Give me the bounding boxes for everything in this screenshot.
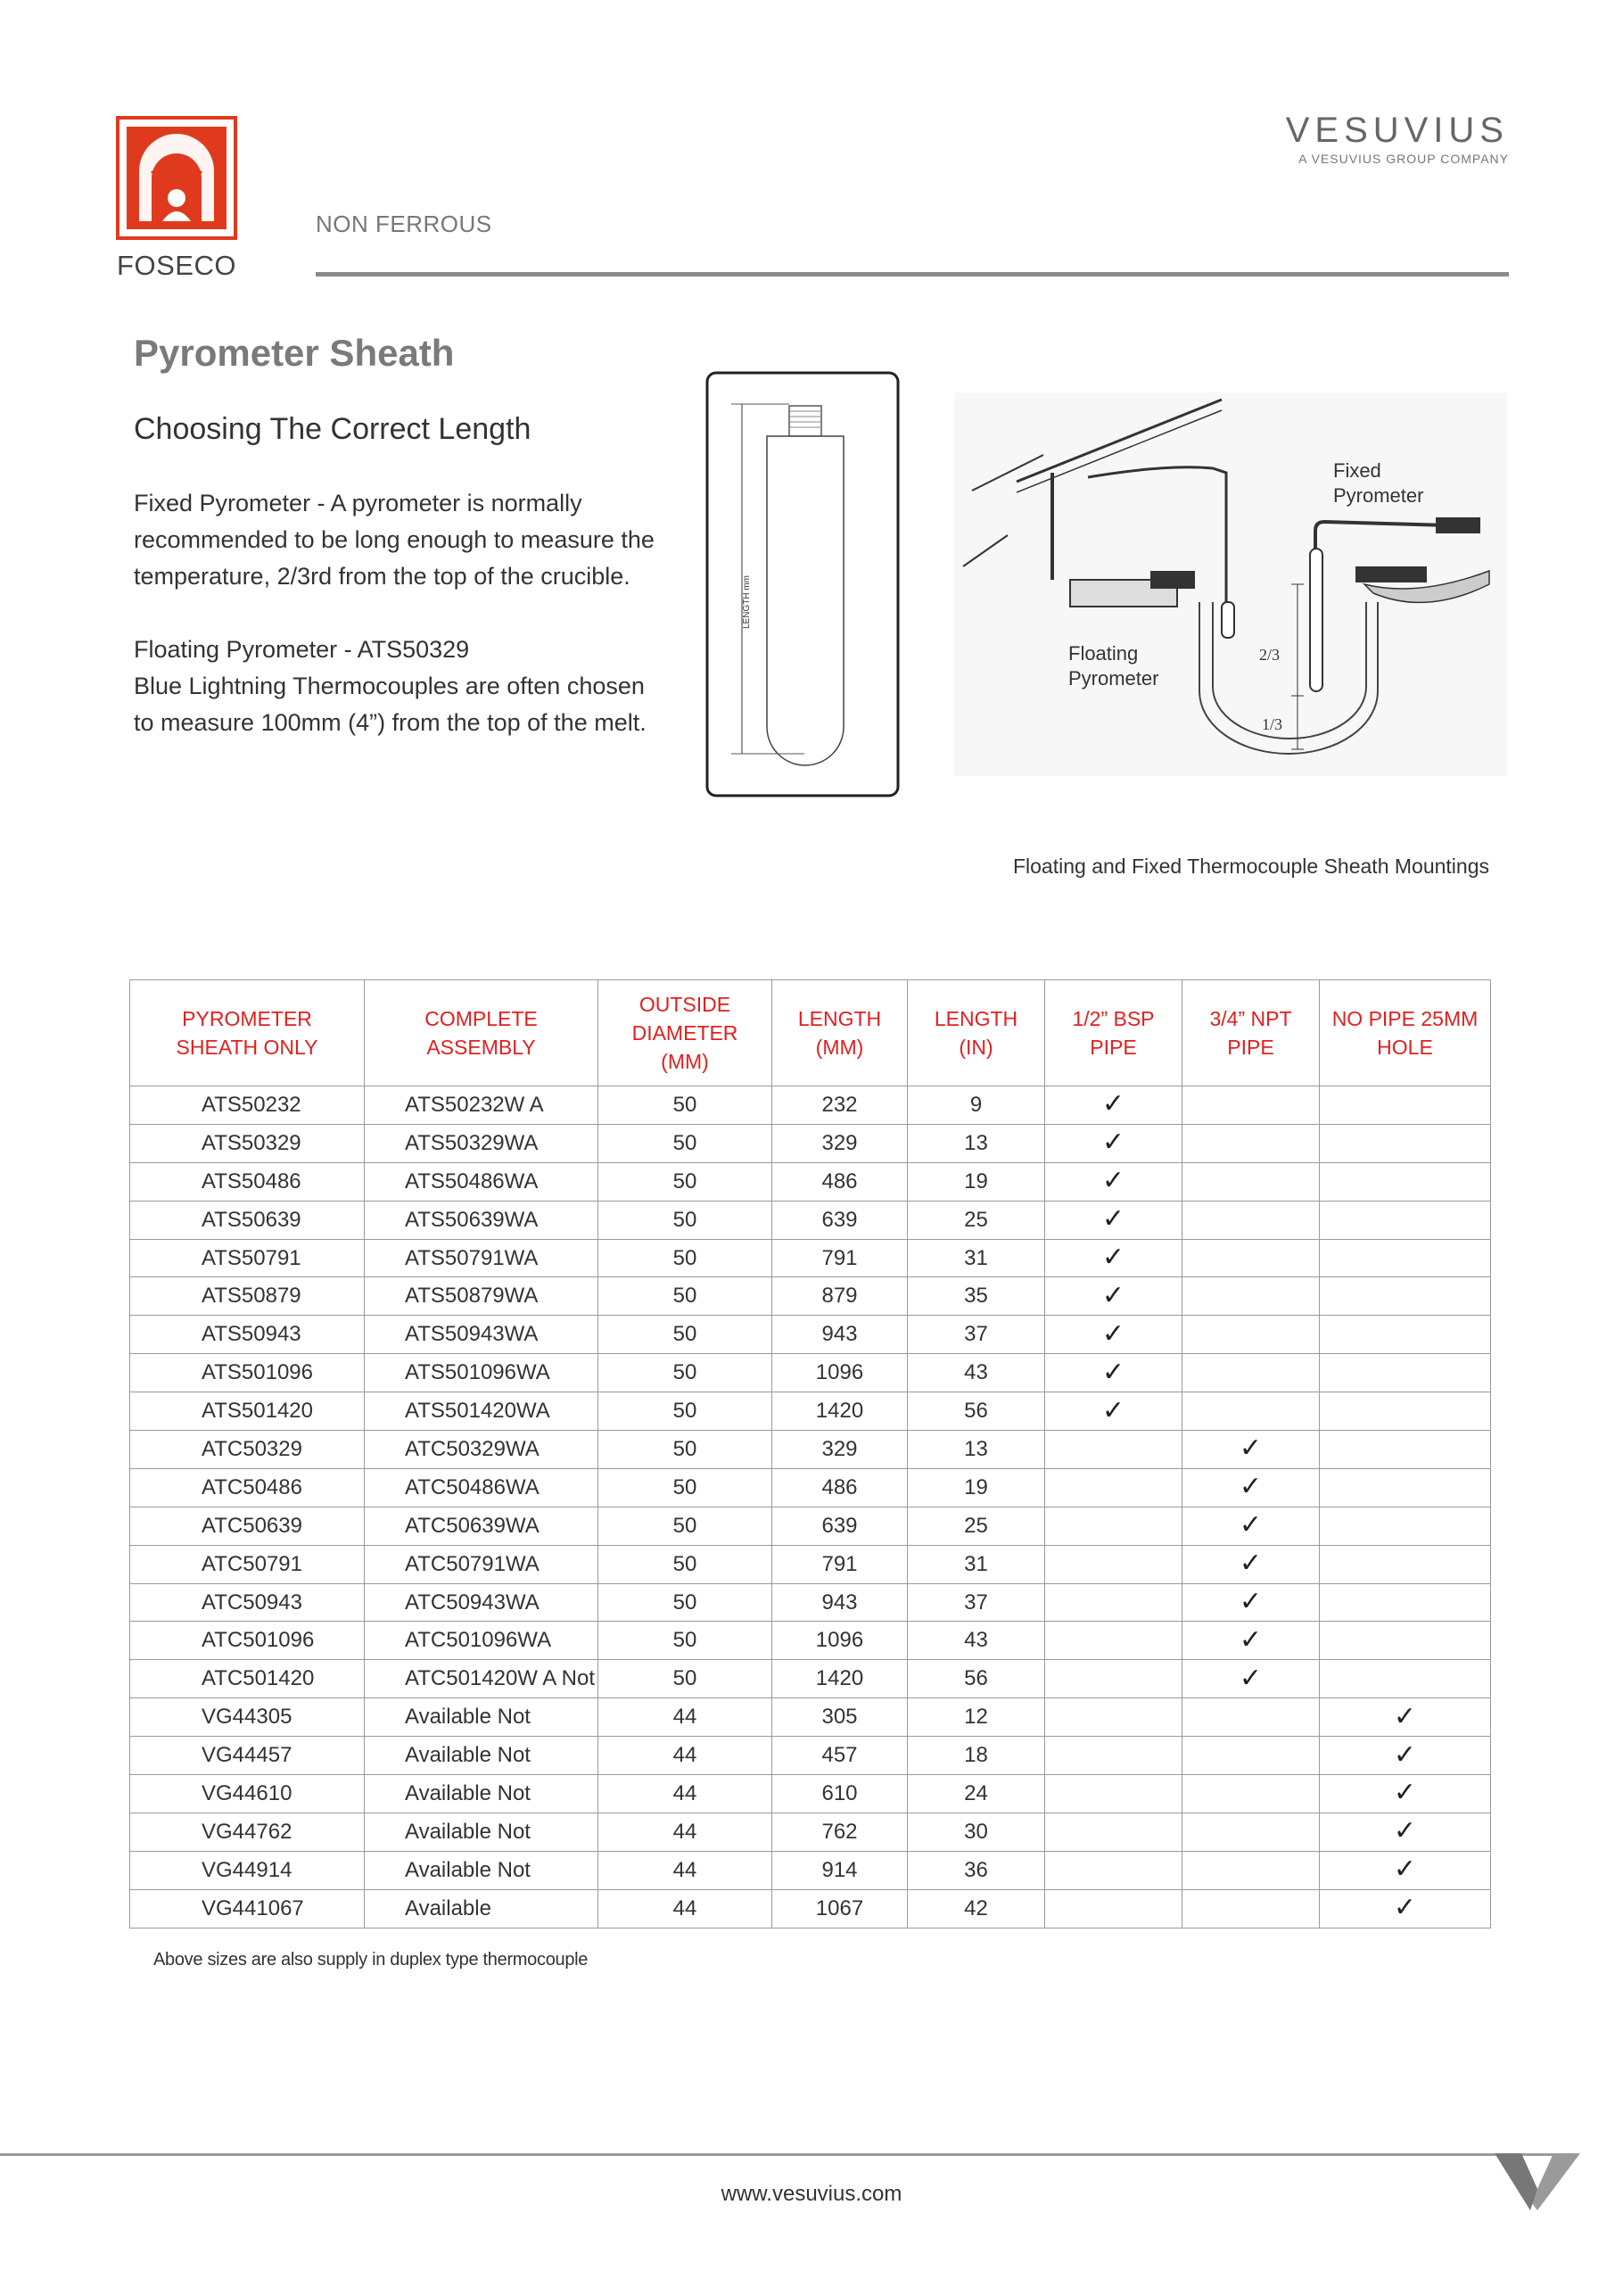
nopipe-cell: [1320, 1316, 1491, 1354]
diameter-cell: 50: [598, 1583, 772, 1622]
length-in-cell: 31: [908, 1545, 1045, 1583]
nopipe-cell: [1320, 1239, 1491, 1277]
assembly-cell: ATS501420WA: [365, 1392, 598, 1431]
diameter-cell: 50: [598, 1086, 772, 1125]
length-mm-cell: 1067: [772, 1889, 908, 1928]
header-line: (MM): [661, 1050, 709, 1073]
diameter-cell: 50: [598, 1545, 772, 1583]
col-nopipe-header: [1320, 980, 1491, 1086]
length-in-cell: 18: [908, 1737, 1045, 1775]
check-icon: ✓: [1101, 1204, 1125, 1235]
one-third-label: 1/3: [1262, 715, 1283, 733]
nopipe-cell: [1320, 1737, 1491, 1775]
table-row: [130, 1124, 1491, 1162]
check-icon: ✓: [1239, 1510, 1263, 1540]
npt-cell: [1182, 1775, 1320, 1813]
bsp-cell: [1045, 1162, 1182, 1201]
diameter-cell: 50: [598, 1392, 772, 1431]
length-in-cell: 37: [908, 1583, 1045, 1622]
diameter-cell: 50: [598, 1277, 772, 1316]
table-row: [130, 1316, 1491, 1354]
diameter-cell: 50: [598, 1201, 772, 1239]
length-mm-cell: 232: [772, 1086, 908, 1125]
assembly-cell: ATC50329WA: [365, 1431, 598, 1469]
assembly-cell: ATS50232W A: [365, 1086, 598, 1125]
nopipe-cell: [1320, 1354, 1491, 1392]
check-icon: ✓: [1239, 1549, 1263, 1579]
assembly-cell: ATC50639WA: [365, 1507, 598, 1545]
npt-cell: [1182, 1277, 1320, 1316]
table-row: [130, 1201, 1491, 1239]
table-body: [130, 1086, 1491, 1928]
fixed-pyrometer-text: Fixed Pyrometer - A pyrometer is normally recommended to be long enough to measure the temperature, 2/3rd from the top of the crucible.: [134, 490, 655, 590]
assembly-cell: ATC50486WA: [365, 1468, 598, 1507]
page-subtitle: Choosing The Correct Length: [134, 412, 531, 446]
bsp-cell: [1045, 1277, 1182, 1316]
assembly-cell: ATS50486WA: [365, 1162, 598, 1201]
nopipe-cell: [1320, 1086, 1491, 1125]
npt-cell: [1182, 1239, 1320, 1277]
nopipe-cell: [1320, 1851, 1491, 1889]
length-in-cell: 13: [908, 1124, 1045, 1162]
table-row: [130, 1354, 1491, 1392]
header-line: DIAMETER: [631, 1021, 738, 1045]
npt-cell: [1182, 1354, 1320, 1392]
length-in-cell: 30: [908, 1813, 1045, 1851]
length-in-cell: 13: [908, 1431, 1045, 1469]
nopipe-cell: [1320, 1507, 1491, 1545]
check-icon: ✓: [1101, 1395, 1125, 1425]
sheath-cell: ATC50486: [130, 1468, 365, 1507]
floating-label-2: Pyrometer: [1068, 667, 1159, 690]
length-mm-cell: 762: [772, 1813, 908, 1851]
table-row: [130, 1468, 1491, 1507]
table-row: [130, 1813, 1491, 1851]
header-line: 1/2” BSP: [1072, 1007, 1155, 1030]
sheath-cell: ATS50791: [130, 1239, 365, 1277]
check-icon: ✓: [1393, 1816, 1417, 1846]
nopipe-cell: [1320, 1545, 1491, 1583]
header-line: PYROMETER: [182, 1007, 312, 1030]
length-in-cell: 35: [908, 1277, 1045, 1316]
sheath-cell: ATS50486: [130, 1162, 365, 1201]
check-icon: ✓: [1101, 1318, 1125, 1349]
sheath-cell: VG44305: [130, 1698, 365, 1737]
sheath-cell: ATC50791: [130, 1545, 365, 1583]
length-in-cell: 25: [908, 1201, 1045, 1239]
npt-cell: [1182, 1851, 1320, 1889]
length-mm-cell: 943: [772, 1316, 908, 1354]
diameter-cell: 44: [598, 1775, 772, 1813]
col-bsp-header: [1045, 980, 1182, 1086]
sheath-cell: ATS501096: [130, 1354, 365, 1392]
header-line: (MM): [815, 1036, 864, 1059]
sheath-cell: VG44762: [130, 1813, 365, 1851]
sheath-cell: VG441067: [130, 1889, 365, 1928]
diameter-cell: 44: [598, 1813, 772, 1851]
col-sheath-header: [130, 980, 365, 1086]
assembly-cell: ATC50791WA: [365, 1545, 598, 1583]
check-icon: ✓: [1239, 1472, 1263, 1502]
length-mm-cell: 791: [772, 1545, 908, 1583]
col-diameter-header: [598, 980, 772, 1086]
header-line: NO PIPE 25MM: [1331, 1007, 1479, 1030]
diameter-cell: 50: [598, 1239, 772, 1277]
table-row: [130, 1851, 1491, 1889]
bsp-cell: [1045, 1239, 1182, 1277]
length-in-cell: 42: [908, 1889, 1045, 1928]
nopipe-cell: [1320, 1660, 1491, 1698]
length-mm-cell: 1096: [772, 1354, 908, 1392]
table-row: [130, 1239, 1491, 1277]
length-mm-cell: 791: [772, 1239, 908, 1277]
section-label: NON FERROUS: [316, 211, 492, 237]
npt-cell: [1182, 1698, 1320, 1737]
diameter-cell: 44: [598, 1698, 772, 1737]
bsp-cell: [1045, 1201, 1182, 1239]
length-mm-cell: 329: [772, 1124, 908, 1162]
bsp-cell: [1045, 1431, 1182, 1469]
length-in-cell: 43: [908, 1622, 1045, 1660]
col-length-mm-header: [772, 980, 908, 1086]
sheath-cell: ATC501096: [130, 1622, 365, 1660]
length-in-cell: 37: [908, 1316, 1045, 1354]
diameter-cell: 50: [598, 1162, 772, 1201]
length-mm-cell: 305: [772, 1698, 908, 1737]
assembly-cell: ATS50329WA: [365, 1124, 598, 1162]
check-icon: ✓: [1239, 1663, 1263, 1693]
header-line: 3/4” NPT: [1209, 1007, 1292, 1030]
sheath-cell: ATS50943: [130, 1316, 365, 1354]
bsp-cell: [1045, 1775, 1182, 1813]
table-row: [130, 1162, 1491, 1201]
npt-cell: [1182, 1316, 1320, 1354]
bsp-cell: [1045, 1851, 1182, 1889]
diameter-cell: 44: [598, 1889, 772, 1928]
assembly-cell: Available Not: [365, 1698, 598, 1737]
header-line: LENGTH: [797, 1007, 882, 1030]
nopipe-cell: [1320, 1162, 1491, 1201]
col-npt-header: [1182, 980, 1320, 1086]
header-line: (IN): [959, 1036, 993, 1059]
length-mm-cell: 486: [772, 1468, 908, 1507]
bsp-cell: [1045, 1507, 1182, 1545]
length-mm-cell: 610: [772, 1775, 908, 1813]
vesuvius-tagline: A VESUVIUS GROUP COMPANY: [1298, 152, 1509, 166]
two-thirds-label: 2/3: [1259, 646, 1281, 664]
length-in-cell: 56: [908, 1660, 1045, 1698]
npt-cell: [1182, 1162, 1320, 1201]
check-icon: ✓: [1101, 1166, 1125, 1196]
table-row: [130, 1392, 1491, 1431]
nopipe-cell: [1320, 1889, 1491, 1928]
diameter-cell: 50: [598, 1660, 772, 1698]
sheath-cell: ATC50329: [130, 1431, 365, 1469]
nopipe-cell: [1320, 1392, 1491, 1431]
npt-cell: [1182, 1468, 1320, 1507]
sheath-cell: ATS50232: [130, 1086, 365, 1125]
bsp-cell: [1045, 1813, 1182, 1851]
npt-cell: [1182, 1889, 1320, 1928]
bsp-cell: [1045, 1698, 1182, 1737]
npt-cell: [1182, 1622, 1320, 1660]
npt-cell: [1182, 1813, 1320, 1851]
sheath-cell: ATS501420: [130, 1392, 365, 1431]
assembly-cell: ATS50943WA: [365, 1316, 598, 1354]
vesuvius-brand: VESUVIUS: [1285, 111, 1509, 150]
table-row: [130, 1431, 1491, 1469]
length-mm-cell: 879: [772, 1277, 908, 1316]
header-line: LENGTH: [934, 1007, 1018, 1030]
npt-cell: [1182, 1124, 1320, 1162]
length-in-cell: 43: [908, 1354, 1045, 1392]
nopipe-cell: [1320, 1124, 1491, 1162]
check-icon: ✓: [1101, 1089, 1125, 1119]
check-icon: ✓: [1239, 1433, 1263, 1464]
nopipe-cell: [1320, 1813, 1491, 1851]
nopipe-cell: [1320, 1583, 1491, 1622]
mountings-diagram: [954, 392, 1507, 776]
table-row: [130, 1545, 1491, 1583]
assembly-cell: ATS50879WA: [365, 1277, 598, 1316]
length-in-cell: 25: [908, 1507, 1045, 1545]
bsp-cell: [1045, 1124, 1182, 1162]
sheath-cell: ATC501420: [130, 1660, 365, 1698]
length-mm-cell: 1420: [772, 1660, 908, 1698]
length-in-cell: 12: [908, 1698, 1045, 1737]
nopipe-cell: [1320, 1277, 1491, 1316]
bsp-cell: [1045, 1316, 1182, 1354]
check-icon: ✓: [1393, 1893, 1417, 1923]
length-in-cell: 19: [908, 1468, 1045, 1507]
table-row: [130, 1622, 1491, 1660]
assembly-cell: Available Not: [365, 1813, 598, 1851]
check-icon: ✓: [1393, 1701, 1417, 1731]
assembly-cell: Available Not: [365, 1851, 598, 1889]
assembly-cell: ATS50639WA: [365, 1201, 598, 1239]
bsp-cell: [1045, 1889, 1182, 1928]
length-in-cell: 9: [908, 1086, 1045, 1125]
diameter-cell: 50: [598, 1431, 772, 1469]
diameter-cell: 50: [598, 1622, 772, 1660]
page-title: Pyrometer Sheath: [134, 332, 455, 374]
check-icon: ✓: [1101, 1243, 1125, 1272]
bsp-cell: [1045, 1468, 1182, 1507]
bsp-cell: [1045, 1660, 1182, 1698]
sheath-cell: ATS50879: [130, 1277, 365, 1316]
diameter-cell: 44: [598, 1737, 772, 1775]
table-row: [130, 1775, 1491, 1813]
sheath-cell: ATS50639: [130, 1201, 365, 1239]
length-mm-cell: 329: [772, 1431, 908, 1469]
footer-divider: [0, 2153, 1578, 2156]
floating-label-1: Floating: [1068, 642, 1139, 665]
length-mm-cell: 639: [772, 1201, 908, 1239]
check-icon: ✓: [1101, 1280, 1125, 1310]
footer-url: www.vesuvius.com: [721, 2182, 902, 2206]
sheath-length-label: LENGTH mm: [742, 575, 752, 629]
npt-cell: [1182, 1660, 1320, 1698]
npt-cell: [1182, 1086, 1320, 1125]
length-mm-cell: 914: [772, 1851, 908, 1889]
bsp-cell: [1045, 1392, 1182, 1431]
diameter-cell: 50: [598, 1316, 772, 1354]
bsp-cell: [1045, 1622, 1182, 1660]
table-row: [130, 1583, 1491, 1622]
npt-cell: [1182, 1392, 1320, 1431]
check-icon: ✓: [1239, 1624, 1263, 1655]
length-mm-cell: 1420: [772, 1392, 908, 1431]
check-icon: ✓: [1393, 1739, 1417, 1770]
assembly-cell: ATC50943WA: [365, 1583, 598, 1622]
assembly-cell: Available Not: [365, 1775, 598, 1813]
length-mm-cell: 943: [772, 1583, 908, 1622]
diameter-cell: 50: [598, 1507, 772, 1545]
header-line: HOLE: [1377, 1036, 1433, 1059]
fixed-label-2: Pyrometer: [1333, 484, 1424, 507]
check-icon: ✓: [1239, 1587, 1263, 1617]
length-in-cell: 36: [908, 1851, 1045, 1889]
length-in-cell: 19: [908, 1162, 1045, 1201]
table-row: [130, 1507, 1491, 1545]
bsp-cell: [1045, 1086, 1182, 1125]
nopipe-cell: [1320, 1201, 1491, 1239]
nopipe-cell: [1320, 1698, 1491, 1737]
header-line: OUTSIDE: [638, 993, 731, 1016]
diameter-cell: 50: [598, 1468, 772, 1507]
length-in-cell: 56: [908, 1392, 1045, 1431]
header-line: PIPE: [1227, 1036, 1274, 1059]
npt-cell: [1182, 1545, 1320, 1583]
assembly-cell: ATC501096WA: [365, 1622, 598, 1660]
assembly-cell: ATS50791WA: [365, 1239, 598, 1277]
table-row: [130, 1086, 1491, 1125]
npt-cell: [1182, 1583, 1320, 1622]
check-icon: ✓: [1393, 1854, 1417, 1885]
table-row: [130, 1277, 1491, 1316]
bsp-cell: [1045, 1545, 1182, 1583]
check-icon: ✓: [1101, 1127, 1125, 1158]
nopipe-cell: [1320, 1468, 1491, 1507]
col-length-in-header: [908, 980, 1045, 1086]
nopipe-cell: [1320, 1775, 1491, 1813]
figure-caption: Floating and Fixed Thermocouple Sheath Mountings: [1012, 855, 1489, 878]
fixed-label-1: Fixed: [1333, 459, 1381, 482]
table-header: [130, 980, 1491, 1086]
floating-pyrometer-desc: Blue Lightning Thermocouples are often chosen to measure 100mm (4”) from the top of the melt.: [134, 673, 647, 736]
sheath-cell: ATC50639: [130, 1507, 365, 1545]
table-row: [130, 1698, 1491, 1737]
npt-cell: [1182, 1201, 1320, 1239]
header-line: ASSEMBLY: [426, 1036, 536, 1059]
header-line: PIPE: [1090, 1036, 1137, 1059]
diameter-cell: 44: [598, 1851, 772, 1889]
length-in-cell: 24: [908, 1775, 1045, 1813]
check-icon: ✓: [1393, 1778, 1417, 1808]
sheath-diagram: [704, 370, 901, 798]
assembly-cell: Available: [365, 1889, 598, 1928]
floating-pyrometer-heading: Floating Pyrometer - ATS50329: [134, 636, 470, 663]
diameter-cell: 50: [598, 1124, 772, 1162]
vesuvius-v-icon: [1495, 2153, 1580, 2210]
assembly-cell: ATC501420W A Not: [365, 1660, 598, 1698]
table-row: [130, 1660, 1491, 1698]
bsp-cell: [1045, 1354, 1182, 1392]
assembly-cell: Available Not: [365, 1737, 598, 1775]
sheath-cell: VG44914: [130, 1851, 365, 1889]
sheath-cell: VG44610: [130, 1775, 365, 1813]
floating-pyrometer-text: [134, 632, 669, 741]
header-divider: [316, 272, 1509, 277]
length-mm-cell: 486: [772, 1162, 908, 1201]
npt-cell: [1182, 1507, 1320, 1545]
sheath-spec-table: [129, 979, 1491, 1928]
length-mm-cell: 457: [772, 1737, 908, 1775]
sheath-cell: VG44457: [130, 1737, 365, 1775]
diameter-cell: 50: [598, 1354, 772, 1392]
header-line: SHEATH ONLY: [176, 1036, 318, 1059]
check-icon: ✓: [1101, 1357, 1125, 1387]
length-mm-cell: 639: [772, 1507, 908, 1545]
npt-cell: [1182, 1737, 1320, 1775]
length-in-cell: 31: [908, 1239, 1045, 1277]
assembly-cell: ATS501096WA: [365, 1354, 598, 1392]
table-row: [130, 1889, 1491, 1928]
bsp-cell: [1045, 1737, 1182, 1775]
length-mm-cell: 1096: [772, 1622, 908, 1660]
table-row: [130, 1737, 1491, 1775]
col-assembly-header: [365, 980, 598, 1086]
foseco-wordmark: FOSECO: [117, 250, 236, 281]
bsp-cell: [1045, 1583, 1182, 1622]
sheath-cell: ATC50943: [130, 1583, 365, 1622]
table-footnote: Above sizes are also supply in duplex type thermocouple: [153, 1950, 589, 1970]
nopipe-cell: [1320, 1622, 1491, 1660]
sheath-cell: ATS50329: [130, 1124, 365, 1162]
header-line: COMPLETE: [424, 1007, 538, 1030]
npt-cell: [1182, 1431, 1320, 1469]
nopipe-cell: [1320, 1431, 1491, 1469]
